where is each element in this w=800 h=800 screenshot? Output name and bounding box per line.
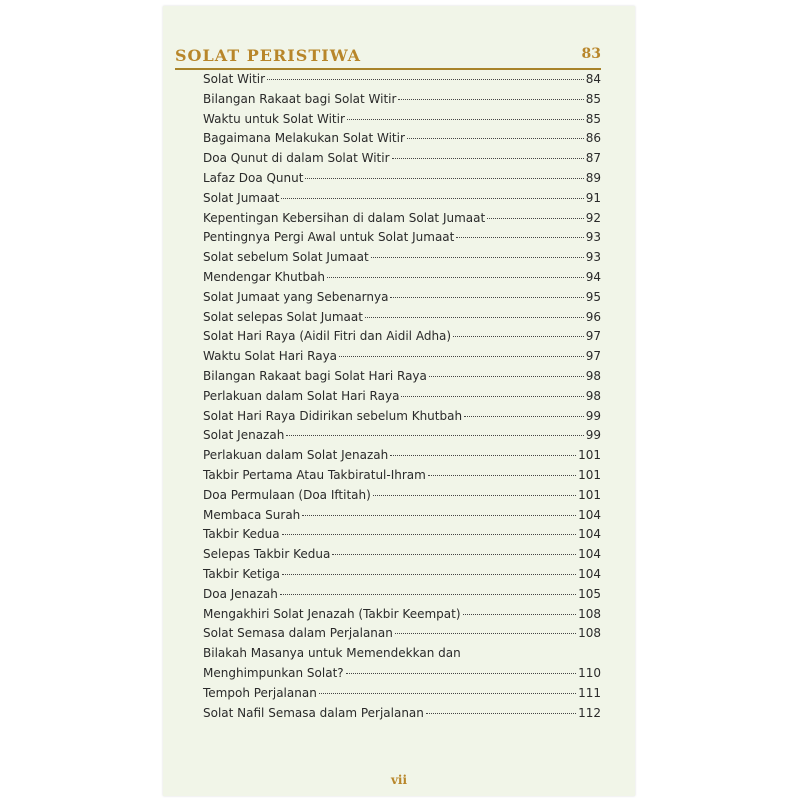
toc-entry-page: 101 (578, 467, 601, 482)
toc-entry (203, 486, 601, 506)
toc-entry-title: Solat Nafil Semasa dalam Perjalanan (203, 705, 424, 720)
toc-entry-page: 111 (578, 685, 601, 700)
toc-entry-page: 98 (585, 368, 601, 383)
toc-entry (203, 624, 601, 644)
toc-entry-title: Takbir Ketiga (203, 566, 281, 581)
toc-entry (203, 684, 601, 704)
toc-entry (203, 387, 601, 407)
toc-entry-page: 93 (585, 230, 601, 245)
dot-leader (339, 356, 584, 357)
toc-entry (203, 308, 601, 328)
dot-leader (327, 277, 584, 278)
toc-entry (203, 70, 601, 90)
toc-entry-page: 96 (585, 309, 601, 324)
dot-leader (371, 257, 584, 258)
toc-entry-title: Selepas Takbir Kedua (203, 547, 331, 562)
toc-entry-title: Tempoh Perjalanan (203, 685, 317, 700)
dot-leader (282, 574, 576, 575)
toc-entry-title: Solat Jenazah (203, 428, 285, 443)
toc-entry-title: Solat Jumaat yang Sebenarnya (203, 289, 389, 304)
dot-leader (428, 475, 576, 476)
dot-leader (390, 297, 583, 298)
toc-entry-page: 101 (578, 448, 601, 463)
dot-leader (456, 237, 583, 238)
toc-entry-page: 104 (578, 566, 601, 581)
toc-entry (203, 327, 601, 347)
toc-entry (203, 545, 601, 565)
toc-entry-page: 99 (585, 428, 601, 443)
dot-leader (395, 633, 576, 634)
dot-leader (286, 435, 583, 436)
toc-entry-title: Bilangan Rakaat bagi Solat Hari Raya (203, 368, 427, 383)
toc-entry-title: Membaca Surah (203, 507, 301, 522)
toc-entry (203, 248, 601, 268)
dot-leader (282, 534, 577, 535)
toc-entry-title: Takbir Pertama Atau Takbiratul-Ihram (203, 467, 426, 482)
dot-leader (464, 416, 584, 417)
dot-leader (267, 79, 584, 80)
toc-entry-title: Perlakuan dalam Solat Hari Raya (203, 388, 400, 403)
toc-entry-title: Solat Hari Raya Didirikan sebelum Khutbah (203, 408, 463, 423)
dot-leader (398, 99, 583, 100)
toc-entry-page: 105 (578, 586, 601, 601)
toc-entry-page: 86 (585, 131, 601, 146)
toc-entry (203, 209, 601, 229)
toc-entry-title: Solat sebelum Solat Jumaat (203, 250, 369, 265)
toc-entry (203, 367, 601, 387)
toc-entry-title: Solat Witir (203, 72, 266, 86)
toc-entry (203, 228, 601, 248)
toc-entry-page: 94 (585, 269, 601, 284)
dot-leader (453, 336, 584, 337)
toc-entry-page: 98 (585, 388, 601, 403)
toc-entry (203, 129, 601, 149)
dot-leader (347, 119, 584, 120)
dot-leader (407, 138, 584, 139)
section-header (175, 46, 601, 70)
toc-entry (203, 189, 601, 209)
toc-entries (203, 70, 601, 644)
toc-entry (203, 288, 601, 308)
toc-entry-title: Kepentingan Kebersihan di dalam Solat Jumaat (203, 210, 486, 225)
toc-entry-page: 85 (585, 111, 601, 126)
toc-entry-page: 108 (578, 626, 601, 641)
toc-entry (203, 585, 601, 605)
toc-entry-title: Bilangan Rakaat bagi Solat Witir (203, 91, 397, 106)
toc-entry-page: 84 (585, 72, 601, 86)
toc-entry-page: 101 (578, 487, 601, 502)
dot-leader (280, 594, 576, 595)
toc-entry-title: Perlakuan dalam Solat Jenazah (203, 448, 389, 463)
toc-entry (203, 426, 601, 446)
toc-entry (203, 446, 601, 466)
toc-entry (203, 169, 601, 189)
toc-entry-title: Bagaimana Melakukan Solat Witir (203, 131, 405, 146)
toc-entry-title: Doa Permulaan (Doa Iftitah) (203, 487, 371, 502)
toc-entry-title: Solat selepas Solat Jumaat (203, 309, 363, 324)
book-page (163, 6, 635, 796)
toc-entry-title: Waktu Solat Hari Raya (203, 349, 338, 364)
toc-entry-title: Bilakah Masanya untuk Memendekkan dan (203, 646, 461, 661)
dot-leader (346, 673, 576, 674)
toc-entry-title: Doa Qunut di dalam Solat Witir (203, 151, 390, 166)
toc-entry-page: 110 (578, 665, 601, 680)
dot-leader (463, 614, 577, 615)
toc-entry-page: 104 (578, 507, 601, 522)
toc-entry (203, 268, 601, 288)
toc-entry-page: 99 (585, 408, 601, 423)
toc-entry-page: 93 (585, 250, 601, 265)
toc-entry (203, 90, 601, 110)
toc-entry-page: 104 (578, 547, 601, 562)
dot-leader (429, 376, 584, 377)
toc-entry-page: 87 (585, 151, 601, 166)
toc-entry (203, 565, 601, 585)
dot-leader (390, 455, 576, 456)
toc-entry-wrapped (203, 644, 601, 684)
dot-leader (487, 218, 584, 219)
dot-leader (365, 317, 584, 318)
toc-entry-page: 95 (585, 289, 601, 304)
dot-leader (392, 158, 584, 159)
toc-entry-title: Solat Hari Raya (Aidil Fitri dan Aidil Adha) (203, 329, 452, 344)
toc-entry (203, 347, 601, 367)
toc-entry (203, 605, 601, 625)
toc-entry (203, 466, 601, 486)
dot-leader (332, 554, 576, 555)
toc-entry-title: Doa Jenazah (203, 586, 278, 601)
dot-leader (281, 198, 583, 199)
toc-entry-page: 108 (578, 606, 601, 621)
toc-entry (203, 110, 601, 130)
toc-entry-title: Takbir Kedua (203, 527, 280, 542)
toc-entry-title: Solat Jumaat (203, 190, 280, 205)
toc-entry-page: 104 (578, 527, 601, 542)
section-title: SOLAT PERISTIWA (175, 46, 362, 65)
section-page-number: 83 (581, 46, 601, 62)
toc-entry-page: 97 (585, 329, 601, 344)
toc-entry (203, 149, 601, 169)
dot-leader (401, 396, 583, 397)
toc-entry-title: Pentingnya Pergi Awal untuk Solat Jumaat (203, 230, 455, 245)
toc-entry-title: Waktu untuk Solat Witir (203, 111, 345, 126)
toc-entry (203, 506, 601, 526)
toc-entry (203, 704, 601, 724)
dot-leader (319, 693, 576, 694)
toc-tail-entries (203, 684, 601, 724)
toc-entry-title: Mengakhiri Solat Jenazah (Takbir Keempat) (203, 606, 461, 621)
toc-entry-page: 91 (585, 190, 601, 205)
table-of-contents (203, 70, 601, 723)
toc-entry-page: 85 (585, 91, 601, 106)
toc-entry (203, 525, 601, 545)
toc-entry-title: Mendengar Khutbah (203, 269, 326, 284)
toc-entry (203, 407, 601, 427)
dot-leader (373, 495, 576, 496)
dot-leader (302, 515, 576, 516)
toc-entry-page: 112 (578, 705, 601, 720)
toc-entry-title: Solat Semasa dalam Perjalanan (203, 626, 393, 641)
toc-entry-page: 89 (585, 170, 601, 185)
dot-leader (426, 713, 576, 714)
toc-entry-page: 92 (585, 210, 601, 225)
toc-entry-title: Menghimpunkan Solat? (203, 665, 344, 680)
dot-leader (305, 178, 583, 179)
footer-page-number: vii (390, 773, 408, 787)
toc-entry-page: 97 (585, 349, 601, 364)
toc-entry-title: Lafaz Doa Qunut (203, 170, 304, 185)
